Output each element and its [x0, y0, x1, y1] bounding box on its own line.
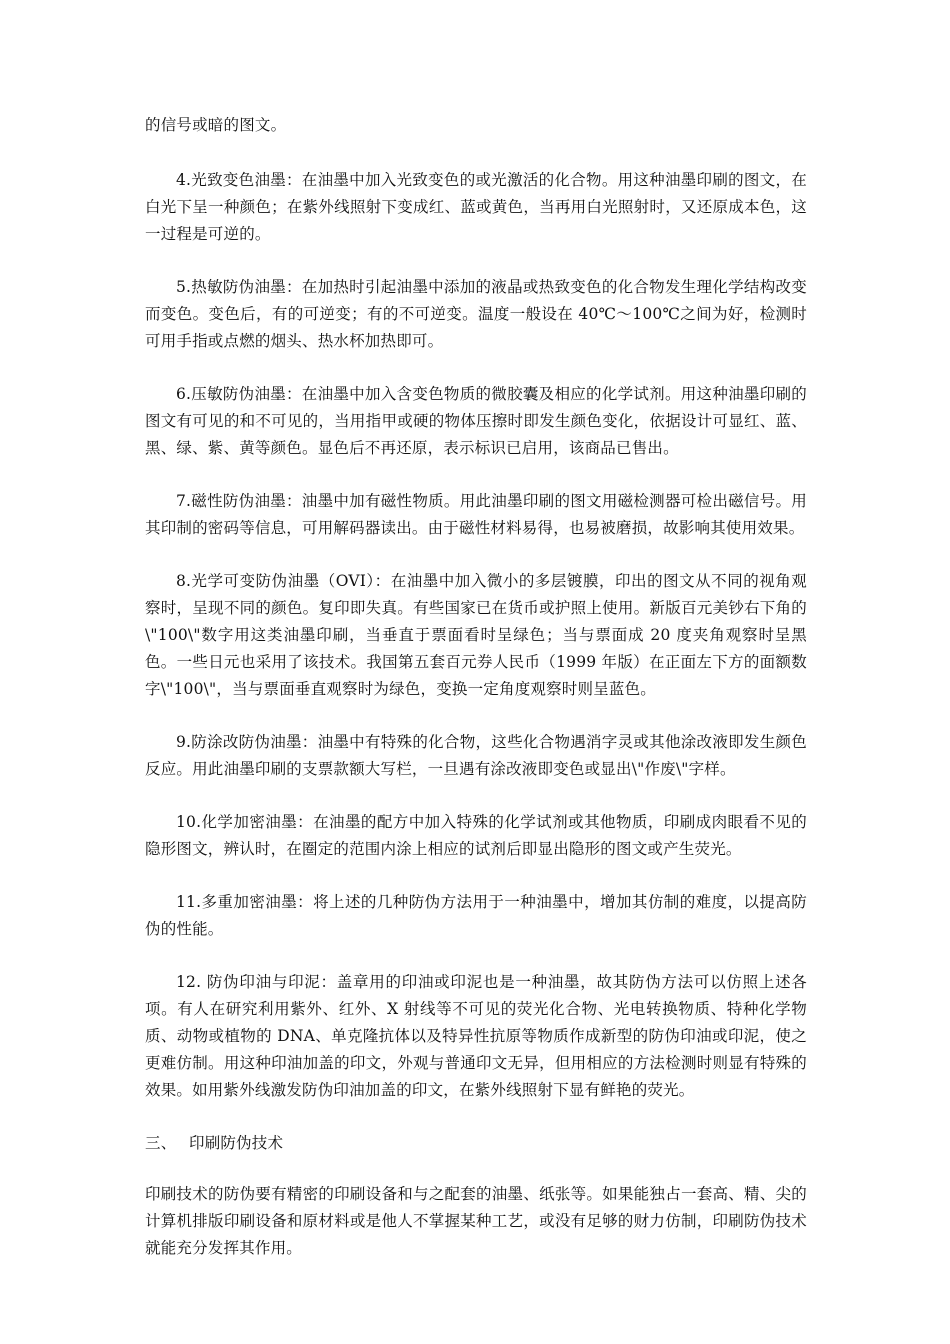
- item-paragraph-7: 7.磁性防伪油墨：油墨中加有磁性物质。用此油墨印刷的图文用磁检测器可检出磁信号。用其印制的密码等信息，可用解码器读出。由于磁性材料易得，也易被磨损，故影响其使用效果。: [145, 492, 807, 537]
- continuation-paragraph: 的信号或暗的图文。: [145, 116, 287, 134]
- section-number: 三、: [145, 1134, 177, 1152]
- item-paragraph-11: 11.多重加密油墨：将上述的几种防伪方法用于一种油墨中，增加其仿制的难度，以提高防伪的性能。: [145, 893, 807, 938]
- item-paragraph-9: 9.防涂改防伪油墨：油墨中有特殊的化合物，这些化合物遇消字灵或其他涂改液即发生颜色反应。用此油墨印刷的支票款额大写栏，一旦遇有涂改液即变色或显出\"作废\"字样。: [145, 733, 807, 778]
- closing-paragraph: 印刷技术的防伪要有精密的印刷设备和与之配套的油墨、纸张等。如果能独占一套高、精、尖的计算机排版印刷设备和原材料或是他人不掌握某种工艺，或没有足够的财力仿制，印刷防伪技术就能充分发挥其作用。: [145, 1185, 807, 1257]
- item-paragraph-8: 8.光学可变防伪油墨（OVI）：在油墨中加入微小的多层镀膜，印出的图文从不同的视角观察时，呈现不同的颜色。复印即失真。有些国家已在货币或护照上使用。新版百元美钞右下角的\"100\"数字用这类油墨印刷，当垂直于票面看时呈绿色；当与票面成 20 度夹角观察时呈黑色。一些日元也采用了该技术。我国第五套百元券人民币（1999 年版）在正面左下方的面额数字\"100\"，当与票面垂直观察时为绿色，变换一定角度观察时则呈蓝色。: [145, 572, 807, 698]
- item-paragraph-12: 12. 防伪印油与印泥：盖章用的印油或印泥也是一种油墨，故其防伪方法可以仿照上述各项。有人在研究利用紫外、红外、X 射线等不可见的荧光化合物、光电转换物质、特种化学物质、动物或植物的 DNA、单克隆抗体以及特异性抗原等物质作成新型的防伪印油或印泥，使之更难仿制。用这种印油加盖的印文，外观与普通印文无异，但用相应的方法检测时则显有特殊的效果。如用紫外线激发防伪印油加盖的印文，在紫外线照射下显有鲜艳的荧光。: [145, 973, 807, 1099]
- item-paragraph-4: 4.光致变色油墨：在油墨中加入光致变色的或光激活的化合物。用这种油墨印刷的图文，在白光下呈一种颜色；在紫外线照射下变成红、蓝或黄色，当再用白光照射时，又还原成本色，这一过程是可逆的。: [145, 171, 807, 243]
- item-paragraph-10: 10.化学加密油墨：在油墨的配方中加入特殊的化学试剂或其他物质，印刷成肉眼看不见的隐形图文，辨认时，在圈定的范围内涂上相应的试剂后即显出隐形的图文或产生荧光。: [145, 813, 807, 858]
- item-paragraph-6: 6.压敏防伪油墨：在油墨中加入含变色物质的微胶囊及相应的化学试剂。用这种油墨印刷的图文有可见的和不可见的，当用指甲或硬的物体压擦时即发生颜色变化，依据设计可显红、蓝、黑、绿、紫、黄等颜色。显色后不再还原，表示标识已启用，该商品已售出。: [145, 385, 807, 457]
- section-heading: [145, 1130, 807, 1157]
- document-page: [145, 112, 807, 1288]
- item-paragraph-5: 5.热敏防伪油墨：在加热时引起油墨中添加的液晶或热致变色的化合物发生理化学结构改变而变色。变色后，有的可逆变；有的不可逆变。温度一般设在 40℃～100℃之间为好，检测时可用手指或点燃的烟头、热水杯加热即可。: [145, 278, 807, 350]
- section-title: 印刷防伪技术: [189, 1134, 284, 1152]
